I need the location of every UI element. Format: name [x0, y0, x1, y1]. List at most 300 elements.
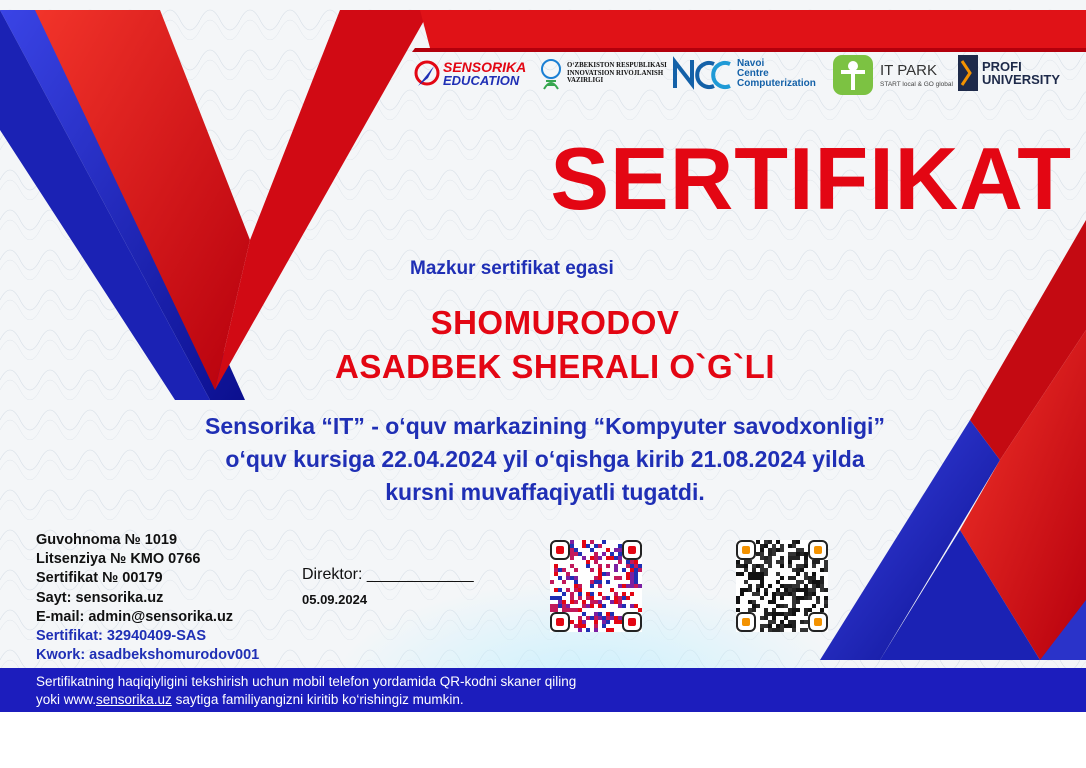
qr-module [570, 620, 574, 624]
body-line-1: Sensorika “IT” - o‘quv markazining “Kompyuter savodxonligi” [205, 413, 885, 439]
qr-finder-center [814, 618, 822, 626]
qr-module [562, 604, 566, 608]
qr-module [808, 588, 812, 592]
qr-module [638, 564, 642, 568]
qr-module [554, 596, 558, 600]
qr-module [756, 552, 760, 556]
qr-module [784, 616, 788, 620]
qr-module [804, 588, 808, 592]
qr-module [618, 544, 622, 548]
qr-module [748, 576, 752, 580]
qr-module [570, 600, 574, 604]
qr-finder-center [742, 618, 750, 626]
qr-module [594, 600, 598, 604]
qr-module [566, 608, 570, 612]
qr-module [808, 608, 812, 612]
qr-module [812, 576, 816, 580]
qr-module [574, 552, 578, 556]
director-date: 05.09.2024 [302, 592, 368, 607]
qr-module [736, 600, 740, 604]
qr-module [554, 604, 558, 608]
qr-module [776, 548, 780, 552]
qr-module [622, 568, 626, 572]
qr-module [756, 592, 760, 596]
qr-module [594, 576, 598, 580]
qr-module [780, 556, 784, 560]
qr-module [780, 592, 784, 596]
qr-module [800, 596, 804, 600]
qr-module [756, 604, 760, 608]
qr-module [590, 592, 594, 596]
qr-module [578, 608, 582, 612]
qr-module [808, 580, 812, 584]
qr-module [610, 628, 614, 632]
qr-module [602, 604, 606, 608]
qr-module [824, 560, 828, 564]
qr-module [614, 600, 618, 604]
qr-module [796, 608, 800, 612]
qr-module [558, 604, 562, 608]
qr-module [756, 540, 760, 544]
director-signature-line: Direktor: ____________ [302, 566, 474, 583]
qr-module [562, 568, 566, 572]
qr-code-sensorika [550, 540, 642, 632]
qr-module [558, 600, 562, 604]
qr-module [618, 604, 622, 608]
qr-module [630, 576, 634, 580]
itpark-logo-tagline: START local & GO global [880, 80, 953, 88]
qr-module [630, 564, 634, 568]
qr-module [610, 588, 614, 592]
qr-module [792, 608, 796, 612]
qr-module [550, 580, 554, 584]
qr-module [614, 576, 618, 580]
qr-module [796, 596, 800, 600]
qr-module [570, 608, 574, 612]
qr-module [756, 572, 760, 576]
qr-module [788, 552, 792, 556]
qr-module [768, 552, 772, 556]
qr-module [776, 612, 780, 616]
qr-module [626, 564, 630, 568]
qr-module [744, 568, 748, 572]
qr-module [626, 576, 630, 580]
qr-module [796, 572, 800, 576]
qr-module [804, 576, 808, 580]
qr-module [614, 620, 618, 624]
qr-module [780, 624, 784, 628]
qr-module [598, 584, 602, 588]
qr-module [804, 552, 808, 556]
profi-logo-line1: PROFI [982, 59, 1022, 74]
qr-module [776, 604, 780, 608]
qr-module [804, 596, 808, 600]
qr-module [618, 600, 622, 604]
qr-module [606, 556, 610, 560]
qr-module [582, 604, 586, 608]
qr-module [792, 620, 796, 624]
qr-module [550, 604, 554, 608]
qr-module [574, 624, 578, 628]
qr-module [772, 596, 776, 600]
qr-module [740, 572, 744, 576]
qr-module [772, 600, 776, 604]
qr-module [768, 600, 772, 604]
qr-module [638, 584, 642, 588]
qr-module [618, 616, 622, 620]
qr-module [606, 564, 610, 568]
qr-module [736, 560, 740, 564]
qr-module [780, 560, 784, 564]
qr-module [602, 572, 606, 576]
qr-module [574, 600, 578, 604]
qr-module [570, 552, 574, 556]
qr-module [566, 572, 570, 576]
qr-module [796, 600, 800, 604]
qr-module [634, 568, 638, 572]
qr-module [788, 544, 792, 548]
qr-module [764, 624, 768, 628]
qr-module [764, 588, 768, 592]
verification-footer [0, 668, 1086, 712]
qr-module [590, 600, 594, 604]
qr-module [776, 580, 780, 584]
qr-module [788, 564, 792, 568]
qr-module [796, 580, 800, 584]
qr-module [598, 592, 602, 596]
profi-logo [958, 55, 1060, 91]
qr-module [598, 572, 602, 576]
qr-module [570, 540, 574, 544]
qr-module [764, 544, 768, 548]
qr-module [570, 556, 574, 560]
qr-module [796, 588, 800, 592]
qr-module [602, 540, 606, 544]
qr-module [768, 556, 772, 560]
qr-module [626, 596, 630, 600]
qr-finder-center [628, 546, 636, 554]
qr-module [792, 556, 796, 560]
qr-module [816, 580, 820, 584]
qr-module [772, 552, 776, 556]
qr-module [812, 580, 816, 584]
qr-module [788, 612, 792, 616]
qr-module [764, 616, 768, 620]
qr-module [788, 592, 792, 596]
qr-module [760, 576, 764, 580]
qr-module [598, 612, 602, 616]
qr-module [800, 548, 804, 552]
ministry-bulb-icon [538, 57, 564, 91]
qr-module [550, 596, 554, 600]
qr-module [618, 552, 622, 556]
qr-module [764, 612, 768, 616]
qr-module [574, 608, 578, 612]
qr-module [788, 556, 792, 560]
qr-module [606, 580, 610, 584]
qr-module [792, 600, 796, 604]
qr-module [744, 560, 748, 564]
qr-module [594, 612, 598, 616]
qr-module [570, 548, 574, 552]
qr-module [748, 560, 752, 564]
qr-module [562, 592, 566, 596]
qr-module [800, 588, 804, 592]
qr-module [630, 560, 634, 564]
qr-module [792, 540, 796, 544]
litsenziya-number: Litsenziya № KMO 0766 [36, 551, 201, 568]
qr-module [598, 576, 602, 580]
qr-module [776, 624, 780, 628]
qr-module [744, 564, 748, 568]
qr-module [764, 540, 768, 544]
qr-module [780, 620, 784, 624]
qr-module [780, 548, 784, 552]
qr-module [792, 596, 796, 600]
qr-module [586, 616, 590, 620]
qr-module [792, 624, 796, 628]
qr-module [756, 588, 760, 592]
qr-module [590, 616, 594, 620]
qr-module [606, 596, 610, 600]
qr-module [590, 584, 594, 588]
qr-module [780, 576, 784, 580]
qr-module [760, 596, 764, 600]
qr-module [776, 628, 780, 632]
qr-module [756, 564, 760, 568]
qr-module [776, 588, 780, 592]
qr-module [578, 596, 582, 600]
qr-module [760, 624, 764, 628]
qr-module [618, 560, 622, 564]
qr-module [796, 564, 800, 568]
qr-module [760, 580, 764, 584]
ncc-logo-icon [672, 56, 734, 92]
ministry-logo-line2: INNOVATSION RIVOJLANISH [567, 69, 664, 77]
qr-module [574, 584, 578, 588]
qr-module [598, 600, 602, 604]
qr-module [562, 600, 566, 604]
qr-module [824, 588, 828, 592]
qr-module [574, 568, 578, 572]
ministry-logo [538, 57, 667, 91]
qr-module [812, 604, 816, 608]
qr-module [764, 592, 768, 596]
qr-module [610, 600, 614, 604]
qr-module [558, 596, 562, 600]
qr-module [570, 596, 574, 600]
qr-module [760, 548, 764, 552]
qr-module [614, 564, 618, 568]
qr-module [792, 588, 796, 592]
qr-module [566, 604, 570, 608]
qr-module [566, 588, 570, 592]
qr-module [824, 596, 828, 600]
qr-module [804, 556, 808, 560]
qr-module [772, 544, 776, 548]
qr-module [784, 624, 788, 628]
qr-module [804, 608, 808, 612]
qr-module [768, 624, 772, 628]
qr-module [784, 584, 788, 588]
qr-module [760, 564, 764, 568]
qr-module [800, 568, 804, 572]
qr-module [768, 628, 772, 632]
qr-module [614, 596, 618, 600]
qr-module [760, 572, 764, 576]
qr-module [752, 572, 756, 576]
qr-module [772, 620, 776, 624]
qr-module [756, 576, 760, 580]
qr-module [764, 572, 768, 576]
qr-finder-center [556, 546, 564, 554]
qr-module [590, 548, 594, 552]
qr-module [740, 592, 744, 596]
holder-surname: SHOMURODOV [430, 304, 680, 341]
qr-module [780, 604, 784, 608]
qr-module [780, 544, 784, 548]
qr-module [590, 568, 594, 572]
qr-module [634, 572, 638, 576]
qr-module [780, 584, 784, 588]
qr-module [764, 608, 768, 612]
qr-module [760, 616, 764, 620]
qr-module [570, 576, 574, 580]
qr-module [586, 596, 590, 600]
qr-code-icon [550, 540, 642, 632]
qr-module [784, 592, 788, 596]
qr-module [606, 628, 610, 632]
qr-module [736, 596, 740, 600]
qr-module [630, 568, 634, 572]
qr-module [574, 548, 578, 552]
qr-module [792, 604, 796, 608]
qr-module [824, 604, 828, 608]
email: E-mail: admin@sensorika.uz [36, 608, 234, 625]
qr-module [796, 584, 800, 588]
qr-module [736, 608, 740, 612]
qr-module [752, 600, 756, 604]
qr-module [788, 584, 792, 588]
qr-module [772, 608, 776, 612]
qr-module [598, 564, 602, 568]
qr-module [570, 592, 574, 596]
ministry-logo-line3: VAZIRLIGI [567, 77, 604, 85]
qr-module [634, 580, 638, 584]
sensorika-logo-line2: EDUCATION [443, 72, 520, 88]
qr-module [792, 592, 796, 596]
qr-module [772, 612, 776, 616]
qr-module [816, 560, 820, 564]
qr-module [768, 564, 772, 568]
qr-module [760, 584, 764, 588]
qr-module [760, 544, 764, 548]
qr-module [582, 620, 586, 624]
qr-module [594, 556, 598, 560]
certificate-details [36, 531, 259, 665]
qr-code-kwork [736, 540, 828, 632]
qr-module [598, 556, 602, 560]
ncc-logo-line2: Centre [737, 68, 769, 79]
qr-module [578, 588, 582, 592]
qr-module [554, 588, 558, 592]
qr-module [594, 580, 598, 584]
qr-module [740, 588, 744, 592]
qr-module [744, 588, 748, 592]
qr-module [792, 544, 796, 548]
qr-module [792, 628, 796, 632]
qr-module [610, 556, 614, 560]
qr-module [634, 604, 638, 608]
qr-module [784, 604, 788, 608]
qr-module [582, 556, 586, 560]
qr-module [594, 628, 598, 632]
qr-module [550, 608, 554, 612]
qr-module [598, 616, 602, 620]
qr-module [598, 604, 602, 608]
qr-module [748, 608, 752, 612]
qr-module [804, 560, 808, 564]
website-link[interactable]: sensorika.uz [96, 692, 172, 707]
qr-module [784, 612, 788, 616]
qr-module [602, 620, 606, 624]
qr-module [582, 612, 586, 616]
qr-module [820, 576, 824, 580]
qr-module [630, 604, 634, 608]
qr-module [554, 568, 558, 572]
qr-module [788, 588, 792, 592]
sensorika-logo-line1: SENSORIKA [443, 58, 527, 75]
qr-module [630, 592, 634, 596]
qr-module [752, 604, 756, 608]
ncc-logo [672, 56, 816, 92]
qr-module [574, 580, 578, 584]
qr-module [744, 580, 748, 584]
qr-module [638, 608, 642, 612]
qr-finder-center [742, 546, 750, 554]
holder-given-names: ASADBEK SHERALI O`G`LI [335, 348, 775, 385]
itpark-logo [832, 54, 953, 96]
qr-module [804, 628, 808, 632]
qr-module [578, 592, 582, 596]
qr-module [788, 624, 792, 628]
qr-finder-center [556, 618, 564, 626]
qr-module [562, 608, 566, 612]
kwork-id: Kwork: asadbekshomurodov001 [36, 647, 260, 664]
body-line-3: kursni muvaffaqiyatli tugatdi. [385, 479, 705, 505]
footer-line-1: Sertifikatning haqiqiyligini tekshirish uchun mobil telefon yordamida QR-kodni skaner qiling [36, 674, 577, 689]
qr-module [800, 580, 804, 584]
sensorika-logo [414, 56, 526, 90]
qr-module [554, 572, 558, 576]
footer-line-2 [36, 692, 464, 707]
qr-module [634, 564, 638, 568]
qr-module [554, 564, 558, 568]
qr-module [764, 568, 768, 572]
qr-module [614, 568, 618, 572]
qr-module [812, 572, 816, 576]
qr-module [804, 564, 808, 568]
qr-module [638, 568, 642, 572]
qr-module [776, 540, 780, 544]
qr-module [820, 580, 824, 584]
qr-module [570, 544, 574, 548]
qr-module [776, 592, 780, 596]
qr-module [752, 576, 756, 580]
qr-module [614, 592, 618, 596]
certificate-subtitle: Mazkur sertifikat egasi [410, 258, 614, 279]
qr-module [586, 604, 590, 608]
